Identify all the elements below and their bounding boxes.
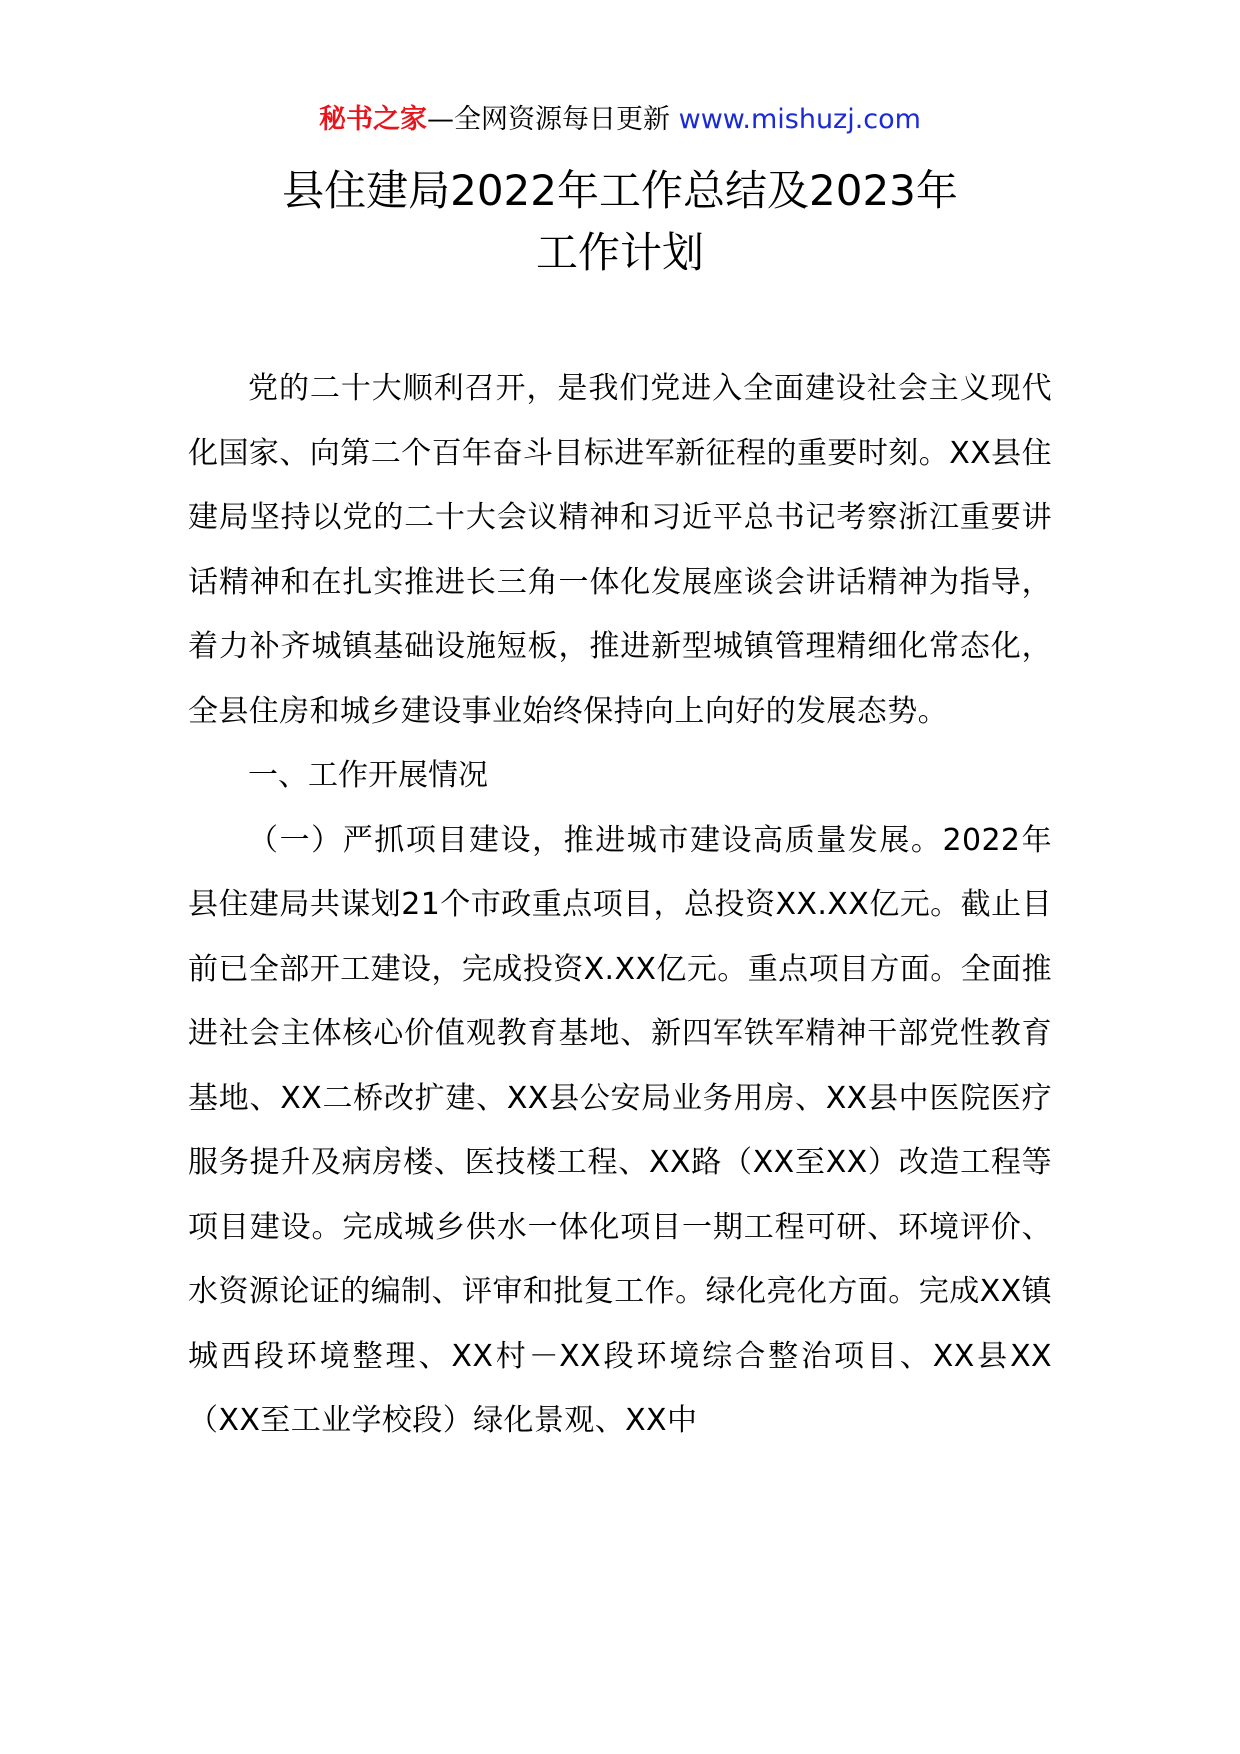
header-slogan: —全网资源每日更新: [427, 104, 671, 135]
brand-name: 秘书之家: [319, 104, 428, 135]
title-line-1: 县住建局2022年工作总结及2023年: [282, 166, 958, 215]
intro-paragraph: 党的二十大顺利召开，是我们党进入全面建设社会主义现代化国家、向第二个百年奋斗目标进军新征程的重要时刻。XX县住建局坚持以党的二十大会议精神和习近平总书记考察浙江重要讲话精神和在扎实推进长三角一体化发展座谈会讲话精神为指导，着力补齐城镇基础设施短板，推进新型城镇管理精细化常态化，全县住房和城乡建设事业始终保持向上向好的发展态势。: [188, 371, 1052, 729]
site-url-link[interactable]: www.mishuzj.com: [678, 104, 921, 135]
section-paragraph: （一）严抓项目建设，推进城市建设高质量发展。2022年县住建局共谋划21个市政重点项目，总投资XX.XX亿元。截止目前已全部开工建设，完成投资X.XX亿元。重点项目方面。全面推进社会主体核心价值观教育基地、新四军铁军精神干部党性教育基地、XX二桥改扩建、XX县公安局业务用房、XX县中医院医疗服务提升及病房楼、医技楼工程、XX路（XX至XX）改造工程等项目建设。完成城乡供水一体化项目一期工程可研、环境评价、水资源论证的编制、评审和批复工作。绿化亮化方面。完成XX镇城西段环境整理、XX村－XX段环境综合整治项目、XX县XX（XX至工业学校段）绿化景观、XX中: [188, 822, 1052, 1438]
title-line-2: 工作计划: [535, 228, 704, 277]
site-header: [0, 100, 1240, 140]
section-heading: 一、工作开展情况: [248, 758, 488, 793]
document-title: [0, 160, 1240, 284]
document-body: [188, 357, 1052, 1454]
